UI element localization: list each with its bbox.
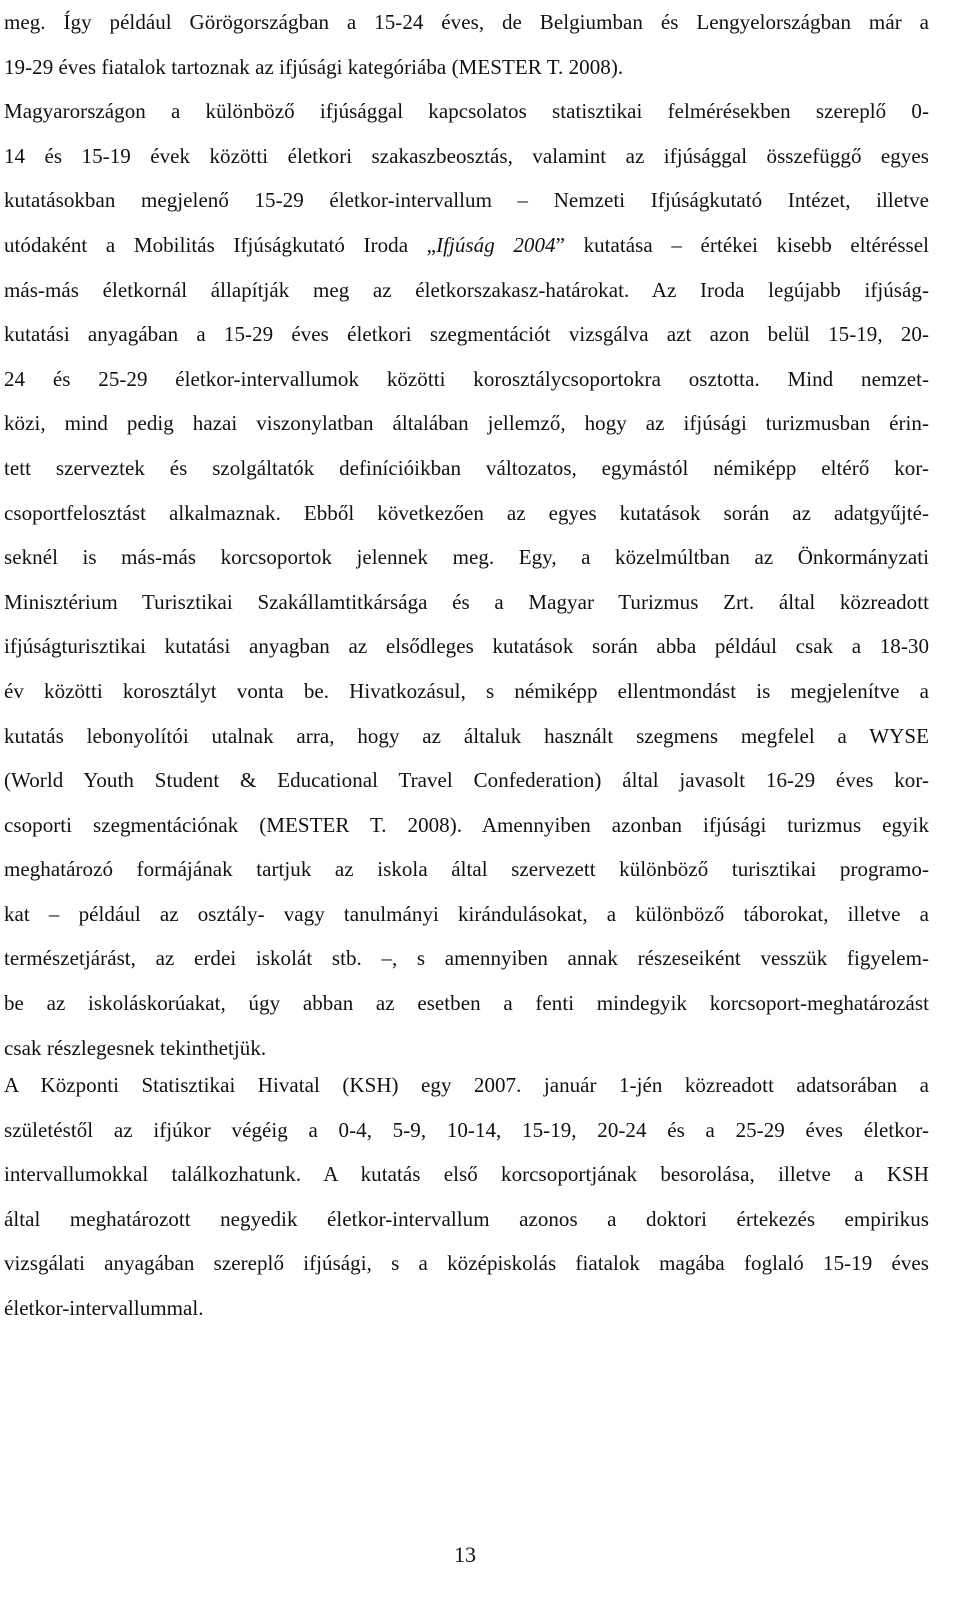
text-line: év közötti korosztályt vonta be. Hivatkozásul, s némiképp ellentmondást is megjelenítve a (4, 678, 929, 703)
paragraph-age-categories (4, 0, 929, 1070)
text-line: más-más életkornál állapítják meg az életkorszakasz-határokat. Az Iroda legújabb ifjúság- (4, 277, 929, 302)
text-line: Minisztérium Turisztikai Szakállamtitkársága és a Magyar Turizmus Zrt. által közreadott (4, 589, 929, 614)
text-line: kutatás lebonyolítói utalnak arra, hogy az általuk használt szegmens megfelel a WYSE (4, 723, 929, 748)
text-line: életkor-intervallummal. (4, 1295, 204, 1320)
text-line: Magyarországon a különböző ifjúsággal kapcsolatos statisztikai felmérésekben szereplő 0- (4, 99, 929, 124)
text-line: be az iskoláskorúakat, úgy abban az esetben a fenti mindegyik korcsoport-meghatározást (4, 991, 929, 1016)
text-line: 19-29 éves fiatalok tartoznak az ifjúsági kategóriába (MESTER T. 2008). (4, 54, 624, 79)
text-line: születéstől az ifjúkor végéig a 0-4, 5-9, 10-14, 15-19, 20-24 és a 25-29 éves életkor- (4, 1117, 929, 1142)
text-line: ifjúságturisztikai kutatási anyagban az elsődleges kutatások során abba például csak a 18-30 (4, 634, 929, 659)
text-line: meg. Így például Görögországban a 15-24 éves, de Belgiumban és Lengyelországban már a (4, 10, 929, 34)
text-line: csak részlegesnek tekinthetjük. (4, 1035, 267, 1060)
text-line: intervallumokkal találkozhatunk. A kutatás első korcsoportjának besorolása, illetve a KSH (4, 1162, 929, 1187)
paragraph-ksh-intervals (4, 1063, 929, 1331)
text-line: utódaként a Mobilitás Ifjúságkutató Iroda „Ifjúság 2004” kutatása – értékei kisebb eltéréssel (4, 232, 930, 257)
text-line: kutatásokban megjelenő 15-29 életkor-intervallum – Nemzeti Ifjúságkutató Intézet, illetve (4, 188, 929, 213)
text-line: meghatározó formájának tartjuk az iskola által szervezett különböző turisztikai programo- (4, 857, 929, 882)
text-line: közi, mind pedig hazai viszonylatban általában jellemző, hogy az ifjúsági turizmusban érin- (4, 411, 929, 436)
text-line: természetjárást, az erdei iskolát stb. –, s amennyiben annak részeseiként vesszük figyelem- (4, 946, 929, 971)
text-line: csoporti szegmentációnak (MESTER T. 2008). Amennyiben azonban ifjúsági turizmus egyik (4, 812, 929, 837)
text-line: tett szerveztek és szolgáltatók definícióikban változatos, egymástól némiképp eltérő kor- (4, 455, 929, 480)
text-line: (World Youth Student & Educational Travel Confederation) által javasolt 16-29 éves kor- (4, 768, 929, 793)
survey-title: Ifjúság 2004 (436, 232, 556, 257)
page-number: 13 (454, 1542, 476, 1567)
text-line: által meghatározott negyedik életkor-intervallum azonos a doktori értekezés empirikus (4, 1206, 929, 1231)
text-line: kat – például az osztály- vagy tanulmányi kirándulásokat, a különböző táborokat, illetve a (4, 901, 929, 926)
text-line: 14 és 15-19 évek közötti életkori szakaszbeosztás, valamint az ifjúsággal összefüggő egyes (4, 143, 929, 168)
text-line: seknél is más-más korcsoportok jelennek meg. Egy, a közelmúltban az Önkormányzati (4, 545, 929, 570)
text-line: kutatási anyagában a 15-29 éves életkori szegmentációt vizsgálva azt azon belül 15-19, 20- (4, 322, 929, 347)
text-line: csoportfelosztást alkalmaznak. Ebből következően az egyes kutatások során az adatgyűjté- (4, 500, 929, 525)
text-line: vizsgálati anyagában szereplő ifjúsági, s a középiskolás fiatalok magába foglaló 15-19 éves (4, 1251, 929, 1276)
text-line: 24 és 25-29 életkor-intervallumok közötti korosztálycsoportokra osztotta. Mind nemzet- (4, 366, 929, 391)
text-line: A Központi Statisztikai Hivatal (KSH) egy 2007. január 1-jén közreadott adatsorában a (4, 1073, 929, 1097)
